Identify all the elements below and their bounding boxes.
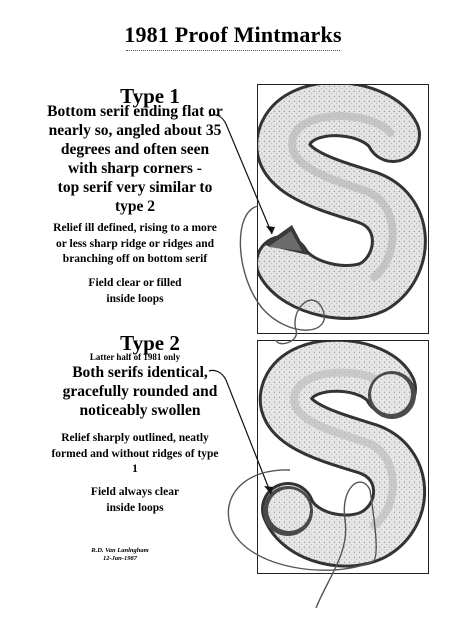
type2-line: Both serifs identical,: [72, 364, 208, 381]
type2-field-line: inside loops: [106, 501, 164, 514]
title-underline: [126, 50, 340, 51]
type2-relief-line: 1: [132, 463, 138, 475]
type1-mintmark-panel: [257, 84, 429, 334]
type1-field-line: Field clear or filled: [88, 277, 182, 289]
type1-relief-line: branching off on bottom serif: [62, 253, 208, 265]
type2-field: [50, 485, 220, 516]
type2-line: noticeably swollen: [79, 402, 201, 419]
type1-field-line: inside loops: [106, 292, 164, 305]
type1-line: Bottom serif ending flat or: [47, 103, 223, 120]
type1-line: with sharp corners -: [68, 160, 202, 177]
type2-relief-line: formed and without ridges of type: [51, 447, 219, 460]
type1-description: [20, 102, 250, 216]
type2-mintmark-s-drawing: [258, 341, 428, 573]
type1-field: [60, 276, 210, 307]
type2-description: [30, 363, 250, 420]
type2-field-line: Field always clear: [90, 486, 180, 498]
type1-relief: [18, 221, 252, 268]
type2-relief-line: Relief sharply outlined, neatly: [61, 432, 209, 444]
type1-relief-line: Relief ill defined, rising to a more: [53, 222, 217, 234]
page-title: 1981 Proof Mintmarks: [124, 22, 342, 47]
signature: [60, 547, 180, 563]
type2-mintmark-panel: [257, 340, 429, 574]
type1-line: type 2: [114, 198, 156, 215]
type1-line: nearly so, angled about 35: [48, 122, 222, 139]
signature-name: R.D. Van Lanlngham: [91, 547, 149, 554]
type2-line: gracefully rounded and: [62, 383, 218, 400]
type1-line: degrees and often seen: [60, 141, 210, 158]
type2-relief: [30, 431, 240, 478]
type1-relief-line: or less sharp ridge or ridges and: [55, 237, 215, 250]
type1-mintmark-s-drawing: [258, 85, 428, 333]
type1-line: top serif very similar to: [57, 179, 213, 196]
type1-heading: Type 1: [120, 84, 180, 108]
type2-note: Latter half of 1981 only: [89, 352, 181, 362]
type2-heading: Type 2: [120, 331, 180, 355]
signature-date: 12-Jan-1987: [103, 555, 137, 562]
